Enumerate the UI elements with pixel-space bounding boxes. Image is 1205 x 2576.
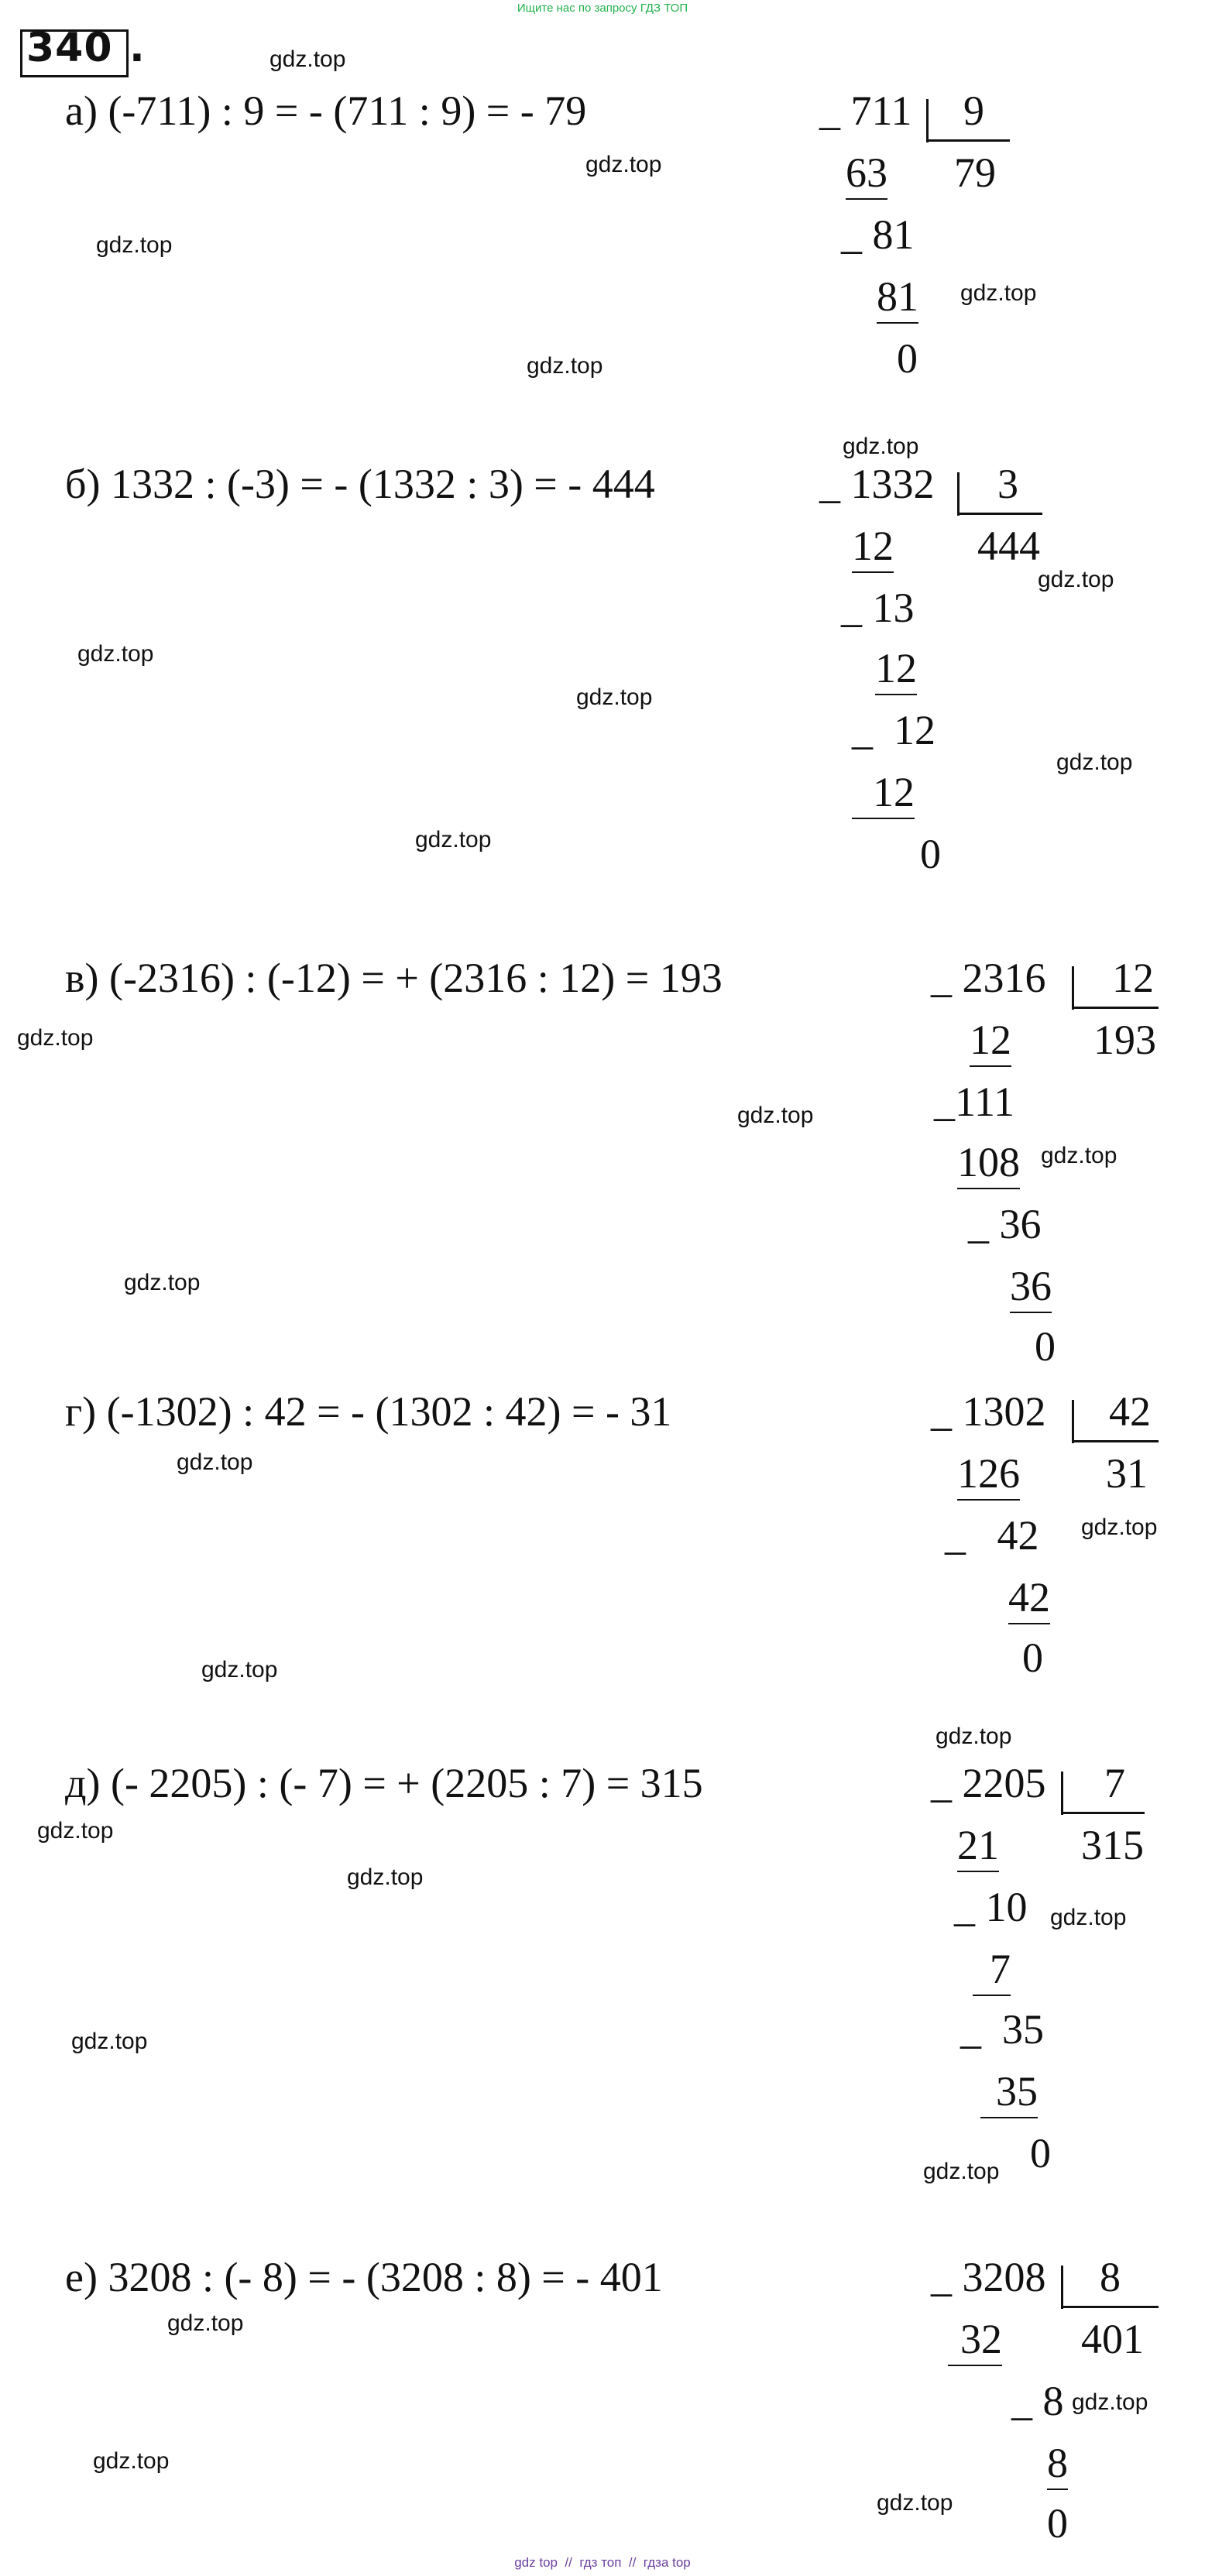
watermark: gdz.top [1056, 749, 1133, 775]
watermark: gdz.top [1050, 1905, 1127, 1930]
equation-e: е) 3208 : (- 8) = - (3208 : 8) = - 401 [65, 2254, 663, 2300]
g-minuend: _ 1302 [931, 1388, 1046, 1435]
watermark: gdz.top [71, 2029, 148, 2054]
watermark: gdz.top [124, 1270, 201, 1295]
g-subtract-1: 126 [957, 1449, 1020, 1501]
b-final-remainder: 0 [920, 831, 941, 877]
watermark: gdz.top [1041, 1143, 1117, 1168]
watermark: gdz.top [415, 827, 492, 852]
watermark: gdz.top [37, 1818, 114, 1844]
e-remainder-1: _ 8 [1011, 2378, 1064, 2424]
d-divisor-line [1061, 1812, 1145, 1814]
d-subtract-2: 7 [973, 1945, 1011, 1996]
watermark: gdz.top [936, 1724, 1012, 1749]
watermark: gdz.top [527, 353, 603, 379]
watermark: gdz.top [1081, 1514, 1158, 1540]
a-remainder-1: _ 81 [841, 211, 915, 258]
top-banner[interactable]: Ищите нас по запросу ГДЗ ТОП [517, 2, 688, 15]
a-final-remainder: 0 [897, 335, 918, 382]
watermark: gdz.top [93, 2448, 170, 2474]
b-subtract-2: 12 [875, 644, 917, 695]
watermark: gdz.top [576, 684, 653, 710]
d-quotient: 315 [1081, 1822, 1144, 1868]
e-final-remainder: 0 [1047, 2500, 1068, 2547]
d-subtract-1: 21 [957, 1821, 999, 1872]
g-final-remainder: 0 [1022, 1634, 1043, 1681]
b-minuend: _ 1332 [819, 461, 935, 507]
d-final-remainder: 0 [1030, 2130, 1051, 2176]
g-quotient: 31 [1106, 1450, 1148, 1497]
a-division-bar [926, 99, 929, 142]
a-divisor-line [926, 139, 1010, 142]
v-divisor-line [1072, 1007, 1159, 1009]
b-remainder-1: _ 13 [841, 585, 915, 631]
e-divisor-line [1061, 2306, 1159, 2308]
e-minuend: _ 3208 [931, 2254, 1046, 2300]
equation-a: а) (-711) : 9 = - (711 : 9) = - 79 [65, 87, 587, 134]
watermark: gdz.top [269, 46, 346, 72]
g-remainder-1: _ 42 [945, 1512, 1039, 1559]
footer-links[interactable]: gdz top // гдз топ // гдза top [514, 2555, 691, 2570]
v-subtract-1: 12 [970, 1016, 1011, 1067]
e-quotient: 401 [1081, 2316, 1144, 2362]
watermark: gdz.top [1038, 567, 1114, 592]
watermark: gdz.top [843, 434, 919, 459]
b-divisor-line [957, 513, 1042, 515]
e-subtract-2: 8 [1047, 2439, 1068, 2490]
watermark: gdz.top [17, 1025, 94, 1051]
d-subtract-3: 35 [980, 2067, 1038, 2118]
v-remainder-1: _111 [934, 1079, 1014, 1125]
v-subtract-3: 36 [1010, 1262, 1052, 1313]
watermark: gdz.top [923, 2159, 1000, 2184]
g-divisor: 42 [1109, 1388, 1151, 1435]
b-quotient: 444 [977, 523, 1040, 569]
problem-number: 340 [26, 25, 113, 71]
g-division-bar [1072, 1400, 1074, 1443]
e-division-bar [1061, 2266, 1063, 2309]
a-subtract-2: 81 [877, 273, 918, 324]
d-minuend: _ 2205 [931, 1760, 1046, 1806]
g-subtract-2: 42 [1008, 1573, 1050, 1624]
equation-v: в) (-2316) : (-12) = + (2316 : 12) = 193 [65, 955, 723, 1001]
d-remainder-2: _ 35 [960, 2006, 1044, 2053]
watermark: gdz.top [1072, 2389, 1148, 2415]
b-remainder-2: _ 12 [852, 707, 936, 753]
watermark: gdz.top [96, 232, 173, 258]
watermark: gdz.top [77, 641, 154, 667]
v-subtract-2: 108 [957, 1138, 1020, 1189]
v-quotient: 193 [1093, 1017, 1156, 1063]
equation-g: г) (-1302) : 42 = - (1302 : 42) = - 31 [65, 1388, 672, 1435]
watermark: gdz.top [877, 2490, 953, 2516]
watermark: gdz.top [167, 2310, 244, 2336]
equation-d: д) (- 2205) : (- 7) = + (2205 : 7) = 315 [65, 1760, 703, 1806]
b-subtract-1: 12 [852, 522, 894, 573]
e-subtract-1: 32 [948, 2315, 1002, 2366]
a-quotient: 79 [954, 149, 996, 196]
watermark: gdz.top [177, 1449, 253, 1475]
watermark: gdz.top [737, 1103, 814, 1128]
equation-b: б) 1332 : (-3) = - (1332 : 3) = - 444 [65, 461, 655, 507]
a-subtract-1: 63 [846, 149, 887, 200]
b-division-bar [957, 472, 960, 516]
v-remainder-2: _ 36 [968, 1201, 1042, 1247]
watermark: gdz.top [347, 1864, 424, 1890]
watermark: gdz.top [201, 1657, 278, 1682]
b-divisor: 3 [997, 461, 1018, 507]
watermark: gdz.top [960, 280, 1037, 306]
b-subtract-3: 12 [852, 768, 915, 819]
d-divisor: 7 [1104, 1760, 1125, 1806]
a-divisor: 9 [963, 87, 984, 134]
a-minuend: _ 711 [819, 87, 912, 134]
v-divisor: 12 [1112, 955, 1154, 1001]
v-division-bar [1072, 966, 1074, 1010]
e-divisor: 8 [1100, 2254, 1121, 2300]
v-final-remainder: 0 [1035, 1323, 1056, 1370]
v-minuend: _ 2316 [931, 955, 1046, 1001]
g-divisor-line [1072, 1440, 1159, 1442]
d-remainder-1: _ 10 [954, 1884, 1028, 1930]
problem-number-dot: . [129, 25, 145, 71]
d-division-bar [1061, 1772, 1063, 1815]
watermark: gdz.top [585, 152, 662, 177]
